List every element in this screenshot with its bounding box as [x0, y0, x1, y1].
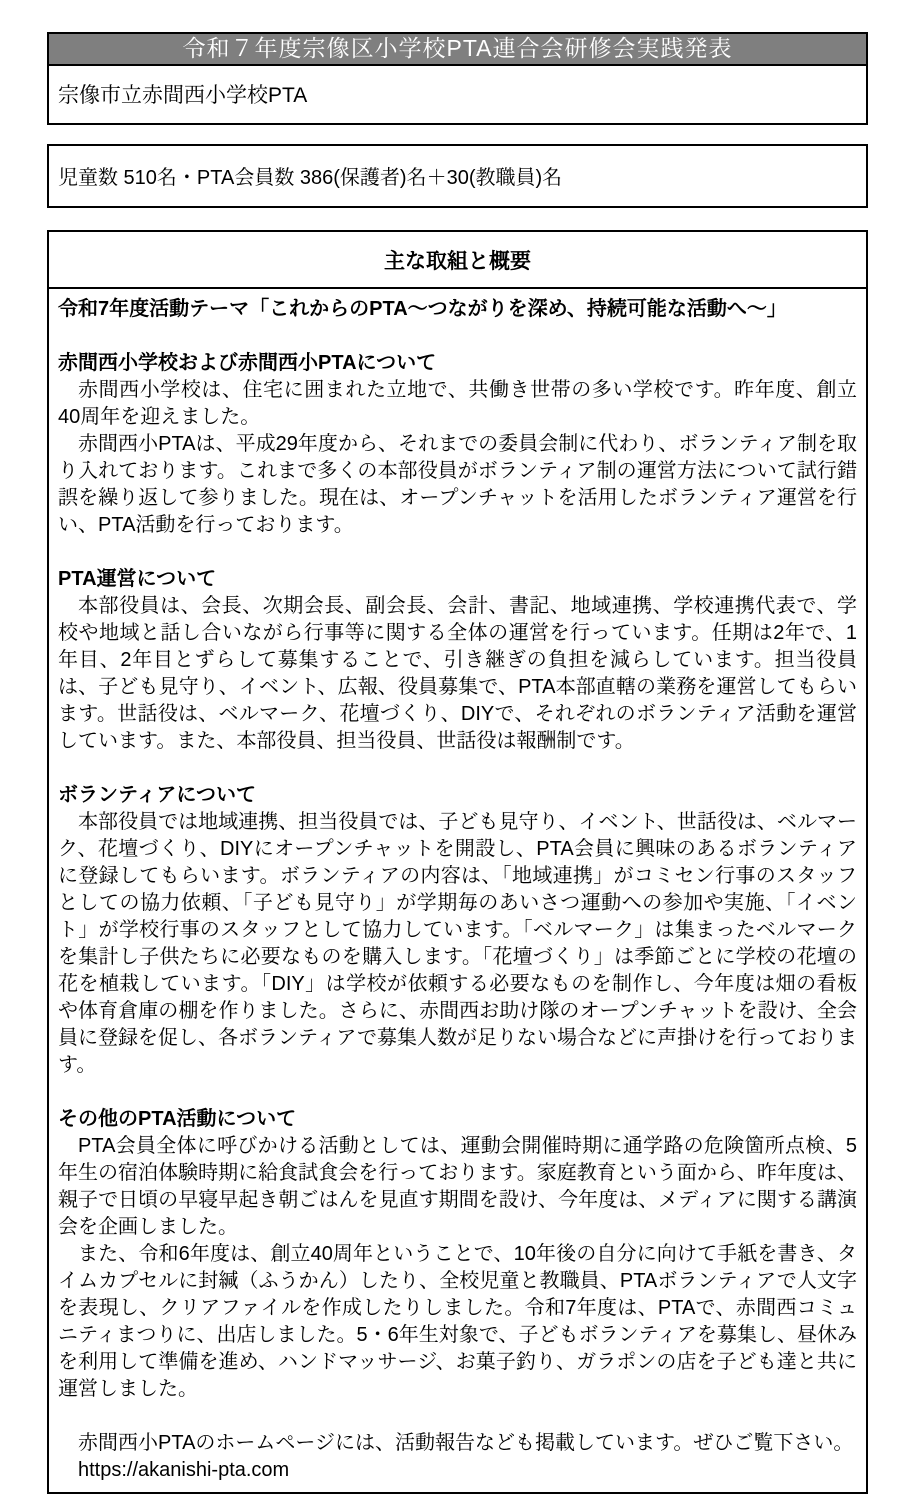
section-heading-about-school: 赤間西小学校および赤間西小PTAについて	[58, 352, 437, 374]
membership-box	[47, 144, 868, 208]
main-box-content	[49, 289, 866, 1492]
paragraph-volunteers: 本部役員では地域連携、担当役員では、子ども見守り、イベント、世話役は、ベルマーク、花壇づくり、DIYにオープンチャットを開設し、PTA会員に興味のあるボランティアに登録してもらいます。ボランティアの内容は、「地域連携」がコミセン行事のスタッフとしての協力依頼、「子ども見守り」が学期毎のあいさつ運動への参加や実施、「イベント」が学校行事のスタッフとして協力しています。「ベルマーク」は集まったベルマークを集計し子供たちに必要なものを購入します。「花壇づくり」は季節ごとに学校の花壇の花を植栽しています。「DIY」は学校が依頼する必要なものを制作し、今年度は畑の看板や体育倉庫の棚を作りました。さらに、赤間西お助け隊のオープンチャットを設け、全会員に登録を促し、各ボランティアで募集人数が足りない場合などに声掛けを行っております。	[58, 811, 857, 1076]
membership-stats: 児童数 510名・PTA会員数 386(保護者)名＋30(教職員)名	[58, 167, 563, 189]
section-heading-pta-management: PTA運営について	[58, 568, 217, 590]
paragraph-about-school-1: 赤間西小学校は、住宅に囲まれた立地で、共働き世帯の多い学校です。昨年度、創立40周年を迎えました。	[58, 379, 857, 428]
closing-note: 赤間西小PTAのホームページには、活動報告なども掲載しています。ぜひご覧下さい。	[78, 1432, 854, 1454]
main-content-box	[47, 230, 868, 1494]
event-title-banner: 令和７年度宗像区小学校PTA連合会研修会実践発表	[49, 34, 866, 66]
main-box-title: 主な取組と概要	[49, 232, 866, 289]
activity-theme: 令和7年度活動テーマ「これからのPTA～つながりを深め、持続可能な活動へ～」	[58, 298, 787, 320]
section-heading-other-activities: その他のPTA活動について	[58, 1108, 297, 1130]
paragraph-other-activities-1: PTA会員全体に呼びかける活動としては、運動会開催時期に通学路の危険箇所点検、5年生の宿泊体験時期に給食試食会を行っております。家庭教育という面から、昨年度は、親子で日頃の早寝早起き朝ごはんを見直す期間を設け、今年度は、メディアに関する講演会を企画しました。	[58, 1135, 857, 1238]
document-page	[47, 32, 868, 1494]
paragraph-about-school-2: 赤間西小PTAは、平成29年度から、それまでの委員会制に代わり、ボランティア制を取り入れております。これまで多くの本部役員がボランティア制の運営方法について試行錯誤を繰り返して参りました。現在は、オープンチャットを活用したボランティア運営を行い、PTA活動を行っております。	[58, 433, 857, 536]
section-heading-volunteers: ボランティアについて	[58, 784, 256, 806]
paragraph-other-activities-2: また、令和6年度は、創立40周年ということで、10年後の自分に向けて手紙を書き、タイムカプセルに封緘（ふうかん）したり、全校児童と教職員、PTAボランティアで人文字を表現し、クリアファイルを作成したりしました。令和7年度は、PTAで、赤間西コミュニティまつりに、出店しました。5・6年生対象で、子どもボランティアを募集し、昼休みを利用して準備を進め、ハンドマッサージ、お菓子釣り、ガラポンの店を子ども達と共に運営しました。	[58, 1243, 857, 1400]
school-name: 宗像市立赤間西小学校PTA	[58, 84, 308, 107]
title-box	[47, 32, 868, 125]
homepage-url: https://akanishi-pta.com	[78, 1459, 290, 1481]
paragraph-pta-management: 本部役員は、会長、次期会長、副会長、会計、書記、地域連携、学校連携代表で、学校や地域と話し合いながら行事等に関する全体の運営を行っています。任期は2年で、1年目、2年目とずらして募集することで、引き継ぎの負担を減らしています。担当役員は、子ども見守り、イベント、広報、役員募集で、PTA本部直轄の業務を運営してもらいます。世話役は、ベルマーク、花壇づくり、DIYで、それぞれのボランティア活動を運営しています。また、本部役員、担当役員、世話役は報酬制です。	[58, 595, 857, 752]
